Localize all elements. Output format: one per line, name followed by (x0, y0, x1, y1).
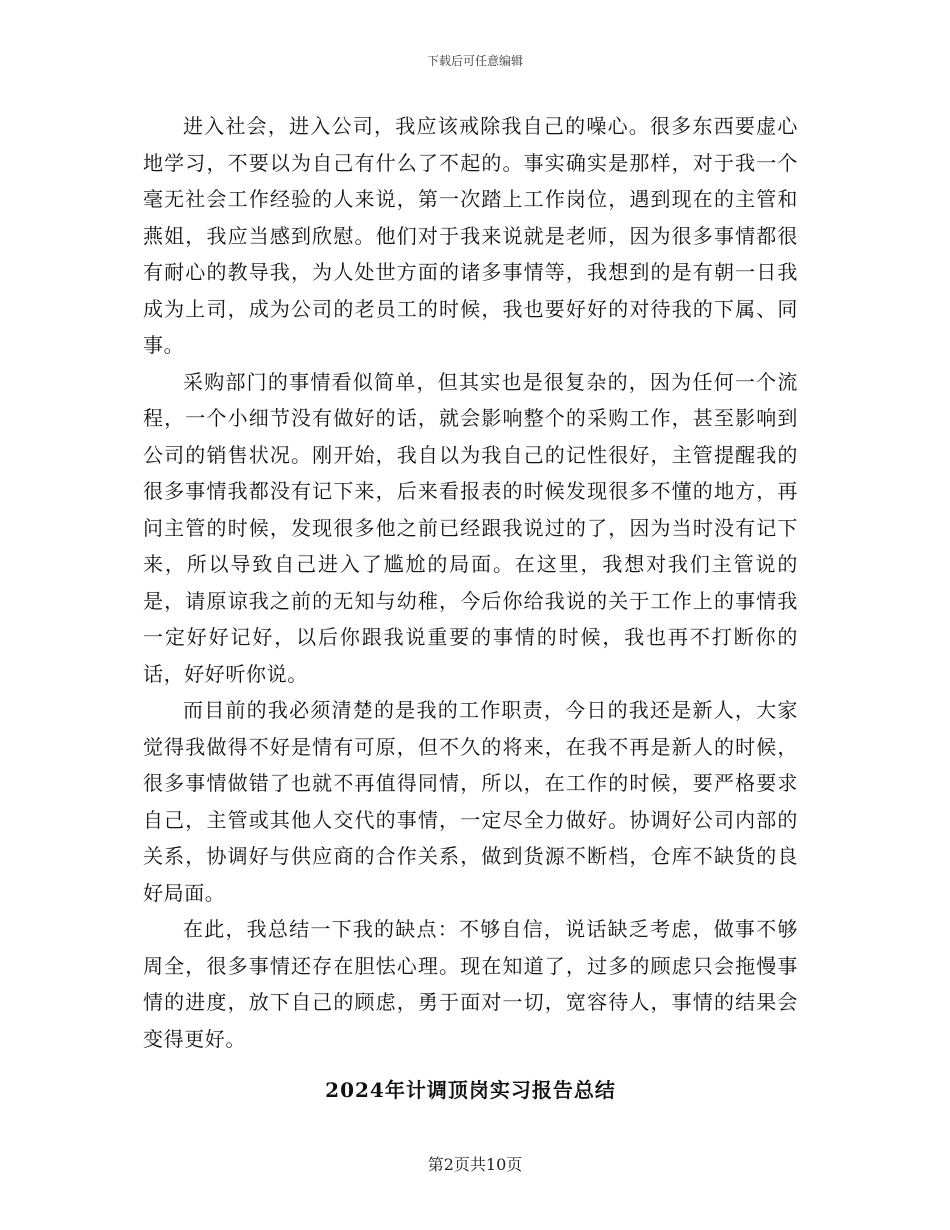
body-paragraph-2: 采购部门的事情看似简单，但其实也是很复杂的，因为任何一个流程，一个小细节没有做好的话，就会影响整个的采购工作，甚至影响到公司的销售状况。刚开始，我自以为我自己的记性很好，主管提醒我的很多事情我都没有记下来，后来看报表的时候发现很多不懂的地方，再问主管的时候，发现很多他之前已经跟我说过的了，因为当时没有记下来，所以导致自己进入了尴尬的局面。在这里，我想对我们主管说的是，请原谅我之前的无知与幼稚，今后你给我说的关于工作上的事情我一定好好记好，以后你跟我说重要的事情的时候，我也再不打断你的话，好好听你说。 (143, 369, 798, 686)
page-header-note: 下载后可任意编辑 (426, 54, 523, 68)
page-number-footer: 第2页共10页 (427, 1155, 523, 1174)
body-paragraph-4: 在此，我总结一下我的缺点：不够自信，说话缺乏考虑，做事不够周全，很多事情还存在胆怯心理。现在知道了，过多的顾虑只会拖慢事情的进度，放下自己的顾虑，勇于面对一切，宽容待人，事情的结果会变得更好。 (143, 917, 798, 1051)
body-paragraph-1: 进入社会，进入公司，我应该戒除我自己的噪心。很多东西要虚心地学习，不要以为自己有什么了不起的。事实确实是那样，对于我一个毫无社会工作经验的人来说，第一次踏上工作岗位，遇到现在的主管和燕姐，我应当感到欣慰。他们对于我来说就是老师，因为很多事情都很有耐心的教导我，为人处世方面的诸多事情等，我想到的是有朝一日我成为上司，成为公司的老员工的时候，我也要好好的对待我的下属、同事。 (143, 114, 798, 357)
section-title: 2024年计调顶岗实习报告总结 (325, 1078, 616, 1102)
body-paragraph-3: 而目前的我必须清楚的是我的工作职责，今日的我还是新人，大家觉得我做得不好是情有可原，但不久的将来，在我不再是新人的时候，很多事情做错了也就不再值得同情，所以，在工作的时候，要严格要求自己，主管或其他人交代的事情，一定尽全力做好。协调好公司内部的关系，协调好与供应商的合作关系，做到货源不断档，仓库不缺货的良好局面。 (143, 698, 798, 905)
document-body (143, 108, 798, 1104)
